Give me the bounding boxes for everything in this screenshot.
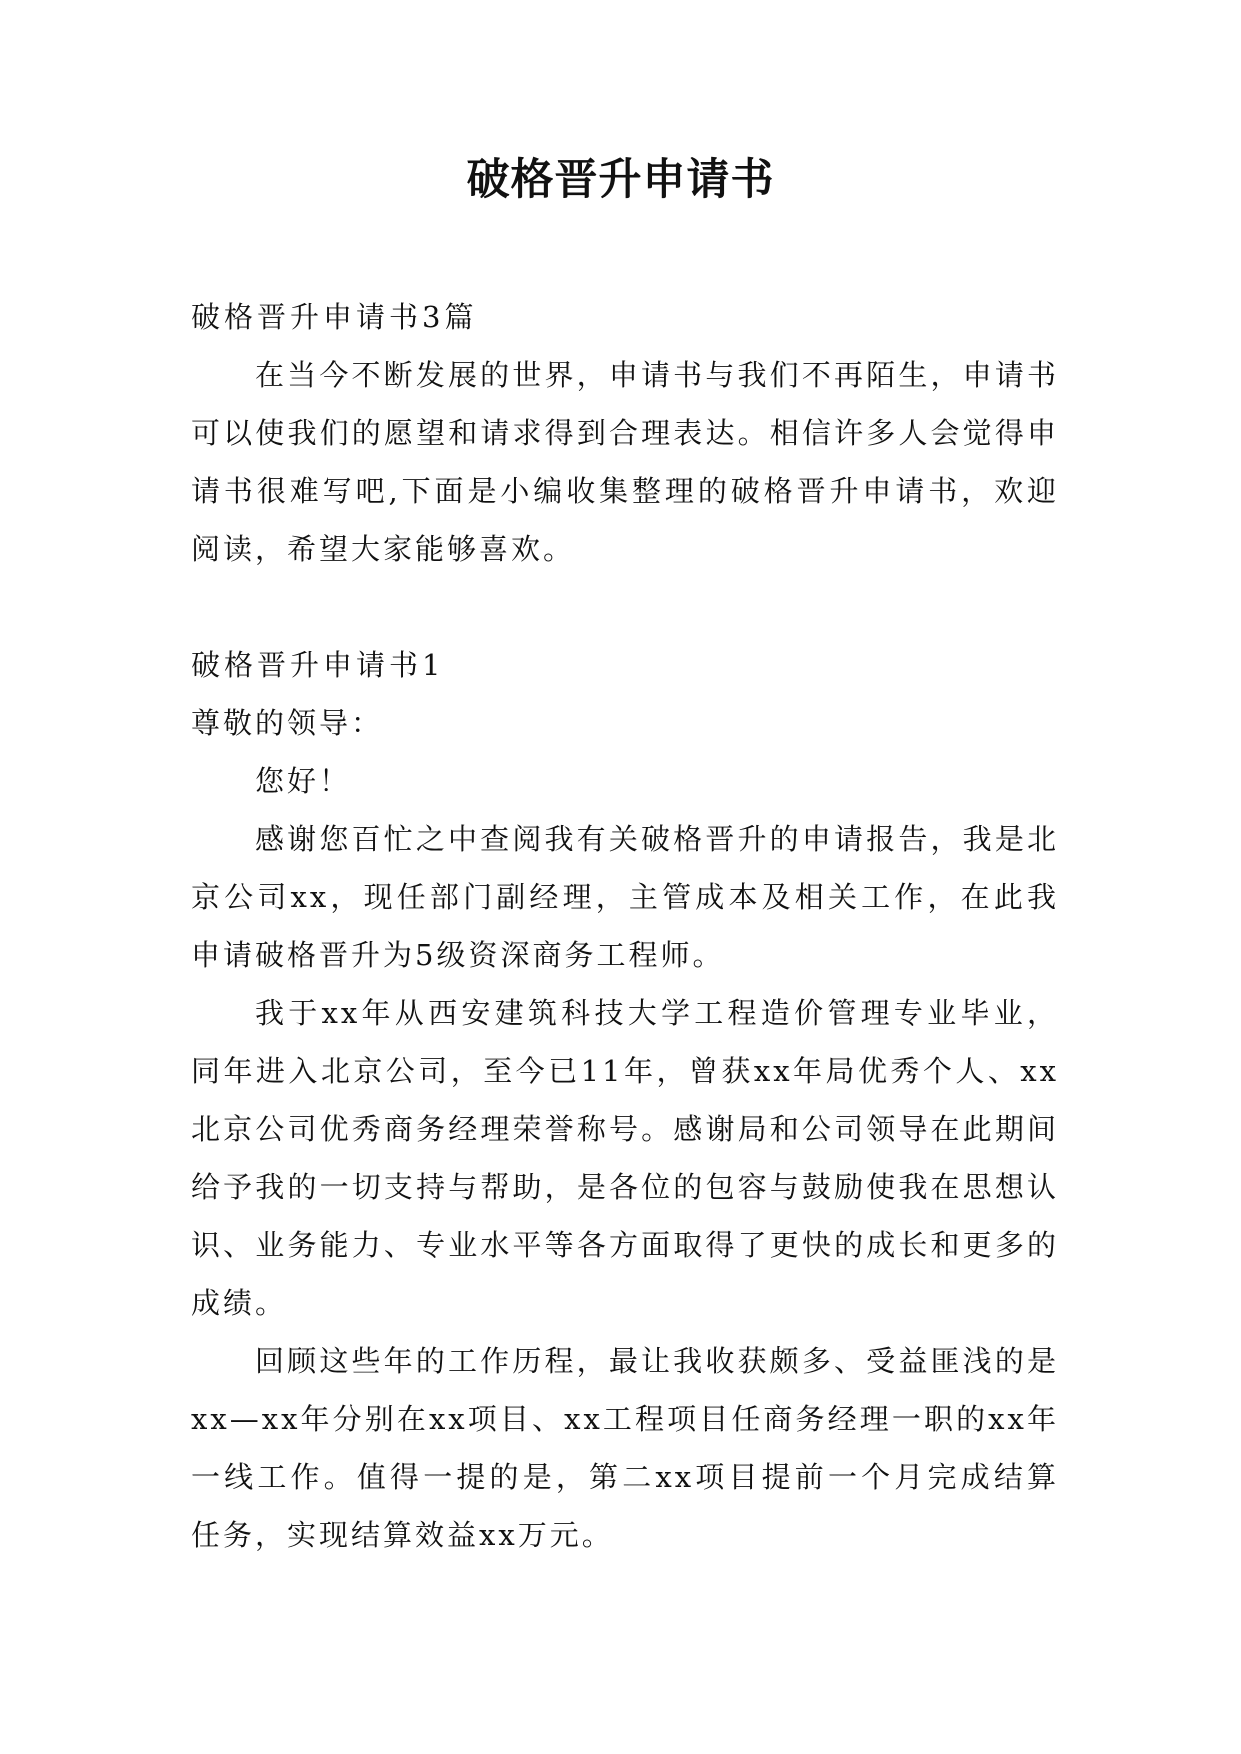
- document-subtitle: 破格晋升申请书3篇: [191, 300, 478, 334]
- document-body: [191, 288, 1059, 1564]
- greeting: 您好！: [255, 764, 352, 798]
- document-title: 破格晋升申请书: [466, 155, 775, 205]
- intro-paragraph: 在当今不断发展的世界，申请书与我们不再陌生，申请书可以使我们的愿望和请求得到合理表达。相信许多人会觉得申请书很难写吧,下面是小编收集整理的破格晋升申请书，欢迎阅读，希望大家能够喜欢。: [191, 358, 1059, 566]
- salutation: 尊敬的领导：: [191, 706, 384, 740]
- body-paragraph: 我于xx年从西安建筑科技大学工程造价管理专业毕业，同年进入北京公司，至今已11年，曾获xx年局优秀个人、xx北京公司优秀商务经理荣誉称号。感谢局和公司领导在此期间给予我的一切支持与帮助，是各位的包容与鼓励使我在思想认识、业务能力、专业水平等各方面取得了更快的成长和更多的成绩。: [191, 996, 1059, 1320]
- paragraph-spacer: [191, 578, 1059, 636]
- body-paragraph: 感谢您百忙之中查阅我有关破格晋升的申请报告，我是北京公司xx，现任部门副经理，主管成本及相关工作，在此我申请破格晋升为5级资深商务工程师。: [191, 822, 1059, 972]
- body-paragraph: 回顾这些年的工作历程，最让我收获颇多、受益匪浅的是xx—xx年分别在xx项目、xx工程项目任商务经理一职的xx年一线工作。值得一提的是，第二xx项目提前一个月完成结算任务，实现结算效益xx万元。: [191, 1344, 1059, 1552]
- section-heading: 破格晋升申请书1: [191, 648, 445, 682]
